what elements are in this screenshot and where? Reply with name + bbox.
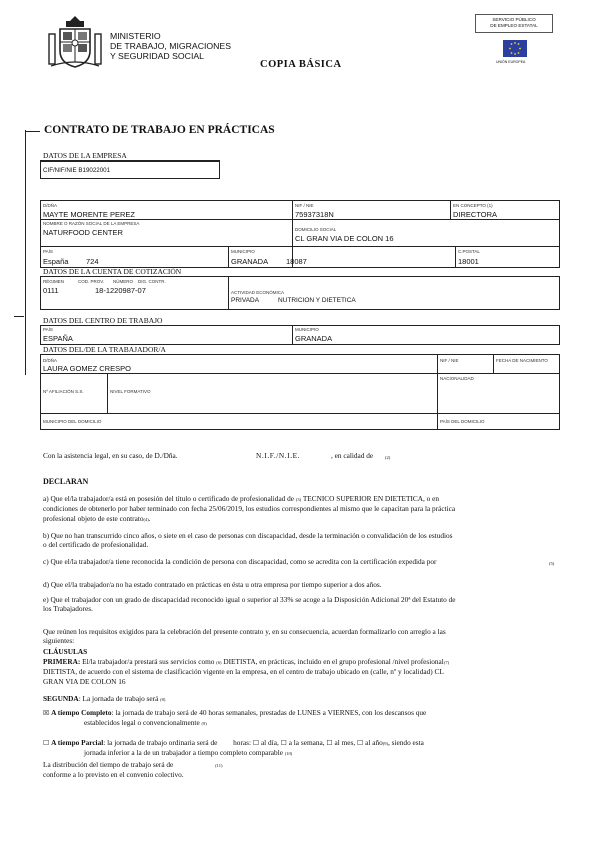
municipio-label: MUNICIPIO — [231, 249, 255, 254]
reunen-line-2: siguientes: — [43, 636, 75, 646]
completo-text: : la jornada de trabajo será de 40 horas semanales, prestadas de LUNES a VIERNES, con los descansos que — [111, 708, 427, 717]
grid-line — [450, 200, 451, 219]
concepto-value: DIRECTORA — [453, 210, 498, 219]
primera-note-6: (6) — [216, 660, 222, 665]
left-margin-tick — [14, 316, 24, 317]
cuenta-value: 18-1220987-07 — [95, 286, 146, 295]
clause-a-note-4: (4) — [143, 516, 149, 522]
municipio-code: 18087 — [286, 257, 307, 266]
nif-value: 75937318N — [295, 210, 334, 219]
parcial-semana: a la semana, — [288, 738, 325, 747]
ministry-line-3: Y SEGURIDAD SOCIAL — [110, 51, 204, 61]
asistencia-line — [43, 451, 391, 460]
segunda-line — [43, 694, 165, 704]
distribucion-line-1 — [43, 760, 559, 770]
asistencia-text-c: , en calidad de — [331, 451, 374, 460]
parcial-note-10: (10) — [284, 751, 293, 757]
parcial-text-b: horas: — [233, 738, 251, 747]
clause-a-text-4: profesional objeto de este contrato — [43, 513, 144, 523]
centro-heading: DATOS DEL CENTRO DE TRABAJO — [43, 316, 163, 325]
cpostal-value: 18001 — [458, 257, 479, 266]
distribucion-paragraph — [43, 760, 559, 780]
primera-label: PRIMERA: — [43, 657, 81, 666]
cpostal-label: C.POSTAL — [458, 249, 480, 254]
parcial-label: A tiempo Parcial — [51, 738, 104, 747]
trab-nif-label: NIF / NIE — [440, 358, 459, 363]
grid-line — [292, 325, 293, 345]
sepe-line-2: DE EMPLEO ESTATAL — [490, 23, 538, 28]
unchecked-box-icon[interactable]: ☐ — [326, 739, 333, 747]
parcial-dia: al día, — [260, 738, 279, 747]
empresa-heading: DATOS DE LA EMPRESA — [43, 151, 127, 160]
grid-line — [455, 246, 456, 268]
primera-note-7: (7) — [443, 660, 450, 665]
trab-fecha-label: FECHA DE NACIMIENTO — [496, 358, 548, 363]
clause-b-line-1: b) Que no han transcurrido cinco años, o siete en el caso de personas con discapacidad, desde la terminación o convalidación de los estudios — [43, 531, 453, 540]
document-title: CONTRATO DE TRABAJO EN PRÁCTICAS — [44, 124, 275, 136]
reunen-paragraph — [43, 627, 559, 646]
centro-municipio-label: MUNICIPIO — [295, 327, 319, 332]
primera-line-1 — [43, 657, 559, 667]
cod-prov-label: COD. PROV. — [78, 279, 105, 284]
centro-pais-label: PAÍS — [43, 327, 53, 332]
primera-text-1a: El/la trabajador/a prestará sus servicios como — [82, 657, 215, 666]
trab-municipio-label: MUNICIPIO DEL DOMICILIO — [43, 419, 102, 424]
unchecked-box-icon[interactable]: ☐ — [357, 739, 364, 747]
clause-e — [43, 595, 559, 614]
clause-e-line-1: e) Que el trabajador con un grado de discapacidad reconocido igual o superior al 33% se acoge a la Disposición Adicional 20ª del Estatuto de — [43, 595, 456, 604]
parcial-text-a: : la jornada de trabajo ordinaria será de — [103, 738, 218, 747]
trabajador-heading: DATOS DEL/DE LA TRABAJADOR/A — [43, 345, 166, 354]
parcial-option — [43, 738, 559, 759]
segunda-text: : La jornada de trabajo será — [78, 694, 159, 703]
pais-code: 724 — [86, 257, 99, 266]
grid-line — [228, 276, 229, 310]
grid-line — [493, 354, 494, 373]
trab-dona-label: D/DÑA — [43, 358, 58, 363]
trab-nacionalidad-label: NACIONALIDAD — [440, 376, 474, 381]
dig-label: DIG. CONTR. — [138, 279, 166, 284]
clause-a-line-1 — [43, 494, 559, 504]
unchecked-box-icon[interactable]: ☐ — [252, 739, 260, 747]
parcial-ano: al año — [365, 738, 383, 747]
clause-c-text: c) Que el/la trabajador/a tiene reconocida la condición de persona con discapacidad, como se acredita con la certificación expedida por — [43, 557, 437, 566]
clause-a-text-2: TECNICO SUPERIOR EN DIETETICA, o en — [302, 494, 440, 503]
sepe-logo — [475, 14, 553, 33]
clause-b-line-2: o del certificado de profesionalidad. — [43, 540, 149, 550]
cotizacion-heading: DATOS DE LA CUENTA DE COTIZACIÓN — [43, 267, 182, 276]
completo-text-2: establecidos legal o convencionalmente — [84, 718, 200, 728]
grid-line — [40, 219, 560, 220]
concepto-label: EN CONCEPTO (1) — [453, 203, 493, 208]
razon-value: NATURFOOD CENTER — [43, 228, 123, 237]
numero-label: NÚMERO — [113, 279, 133, 284]
clause-e-line-2: los Trabajadores. — [43, 604, 93, 614]
dona-label: D/DÑA — [43, 203, 58, 208]
checked-box-icon[interactable]: ☒ — [43, 709, 50, 717]
asistencia-text-b: N.I.F./N.I.E. — [256, 451, 301, 460]
trab-dona-value: LAURA GOMEZ CRESPO — [43, 364, 131, 373]
centro-pais-value: ESPAÑA — [43, 334, 73, 343]
parcial-line-1 — [43, 738, 559, 748]
municipio-value: GRANADA — [231, 257, 269, 266]
parcial-text-2: jornada inferior a la de un trabajador a tiempo completo comparable — [84, 748, 283, 758]
trab-afiliacion-label: Nº AFILIACIÓN S.S. — [43, 389, 84, 394]
centro-municipio-value: GRANADA — [295, 334, 333, 343]
ministry-line-2: DE TRABAJO, MIGRACIONES — [110, 41, 232, 51]
dona-value: MAYTE MORENTE PEREZ — [43, 210, 135, 219]
clause-a-text-1: a) Que el/la trabajador/a está en posesión del título o certificado de profesionalidad de — [43, 494, 295, 503]
primera-line-3: GRAN VIA DE COLON 16 — [43, 676, 126, 686]
parcial-line-2 — [43, 748, 559, 758]
reunen-line-1: Que reúnen los requisitos exigidos para la celebración del presente contrato y, en su consecuencia, acuerdan formalizarlo con arreglo a las — [43, 627, 446, 636]
domicilio-label: DOMICILIO SOCIAL — [295, 227, 337, 232]
declaran-heading: DECLARAN — [43, 477, 89, 486]
unchecked-box-icon[interactable]: ☐ — [280, 739, 287, 747]
actividad-label: ACTIVIDAD ECONÓMICA — [231, 290, 285, 295]
primera-line-2: DIETISTA, de acuerdo con el sistema de clasificación vigente en la empresa, en el centro de trabajo ubicado en (calle, nº y localidad) CL — [43, 667, 444, 677]
grid-line — [40, 373, 560, 374]
completo-label: A tiempo Completo — [51, 708, 112, 717]
parcial-mes: al mes, — [334, 738, 356, 747]
pais-label: PAÍS — [43, 249, 53, 254]
clause-a — [43, 494, 559, 524]
left-margin-bar — [25, 130, 26, 375]
grid-line — [40, 413, 560, 414]
distribucion-text-1: La distribución del tiempo de trabajo será de — [43, 760, 174, 769]
asistencia-text-a: Con la asistencia legal, en su caso, de D./Dña. — [43, 451, 178, 460]
segunda-note: (8) — [160, 697, 166, 702]
primera-text-1b: DIETISTA, en prácticas, incluido en el grupo profesional /nivel profesional — [223, 657, 444, 666]
clause-d: d) Que el/la trabajador/a no ha estado contratado en prácticas en ésta u otra empresa por tiempo superior a dos años. — [43, 580, 382, 589]
pais-value: España — [43, 257, 69, 266]
grid-line — [437, 354, 438, 430]
clause-a-note-3: (3) — [295, 497, 302, 502]
segunda-label: SEGUNDA — [43, 694, 79, 703]
trab-nivel-label: NIVEL FORMATIVO — [110, 389, 151, 394]
domicilio-value: CL GRAN VIA DE COLON 16 — [295, 234, 394, 243]
parcial-text-c: , siendo esta — [388, 738, 424, 747]
eu-flag-icon — [503, 40, 527, 57]
grid-line — [228, 246, 229, 268]
completo-line-1 — [43, 708, 559, 718]
eu-caption: UNIÓN EUROPEA — [496, 60, 526, 64]
regimen-value: 0111 — [43, 286, 59, 295]
parcial-note-9: (9) — [382, 741, 389, 746]
ministry-line-1: MINISTERIO — [110, 31, 161, 41]
regimen-label: RÉGIMEN — [43, 279, 65, 284]
razon-label: NOMBRE O RAZÓN SOCIAL DE LA EMPRESA — [43, 221, 140, 226]
asistencia-note: (2) — [385, 455, 391, 460]
actividad-value-2: NUTRICION Y DIETETICA — [278, 297, 356, 304]
ministry-name — [110, 31, 231, 61]
sepe-line-1: SERVICIO PÚBLICO — [492, 17, 536, 22]
unchecked-box-icon[interactable]: ☐ — [43, 739, 50, 747]
primera-clause — [43, 657, 559, 686]
doc-type: COPIA BÁSICA — [260, 59, 342, 70]
cif-value: CIF/NIF/NIE B19022001 — [43, 167, 111, 174]
clause-b — [43, 531, 559, 550]
clausulas-heading: CLÁUSULAS — [43, 647, 88, 656]
clause-a-line-3: profesional objeto de este contrato(4). — [43, 513, 151, 523]
trab-pais-label: PAÍS DEL DOMICILIO — [440, 419, 485, 424]
actividad-value-1: PRIVADA — [231, 297, 260, 304]
completo-line-2 — [43, 718, 559, 728]
completo-option — [43, 708, 559, 729]
distribucion-line-2: conforme a lo previsto en el convenio colectivo. — [43, 770, 184, 780]
coat-of-arms-icon — [45, 12, 105, 72]
nif-label: NIF / NIE — [295, 203, 314, 208]
clause-c-note: (5) — [549, 561, 555, 566]
distribucion-note: (11) — [215, 763, 223, 768]
completo-note: (9) — [201, 721, 207, 727]
grid-line — [40, 246, 560, 247]
clause-c — [43, 557, 559, 566]
title-rule — [25, 131, 40, 132]
grid-line — [107, 373, 108, 413]
clause-a-line-2: condiciones de obtenerlo por haber terminado con fecha 25/06/2019, los estudios correspondientes al mismo que le capacitan para la práctica — [43, 504, 456, 514]
